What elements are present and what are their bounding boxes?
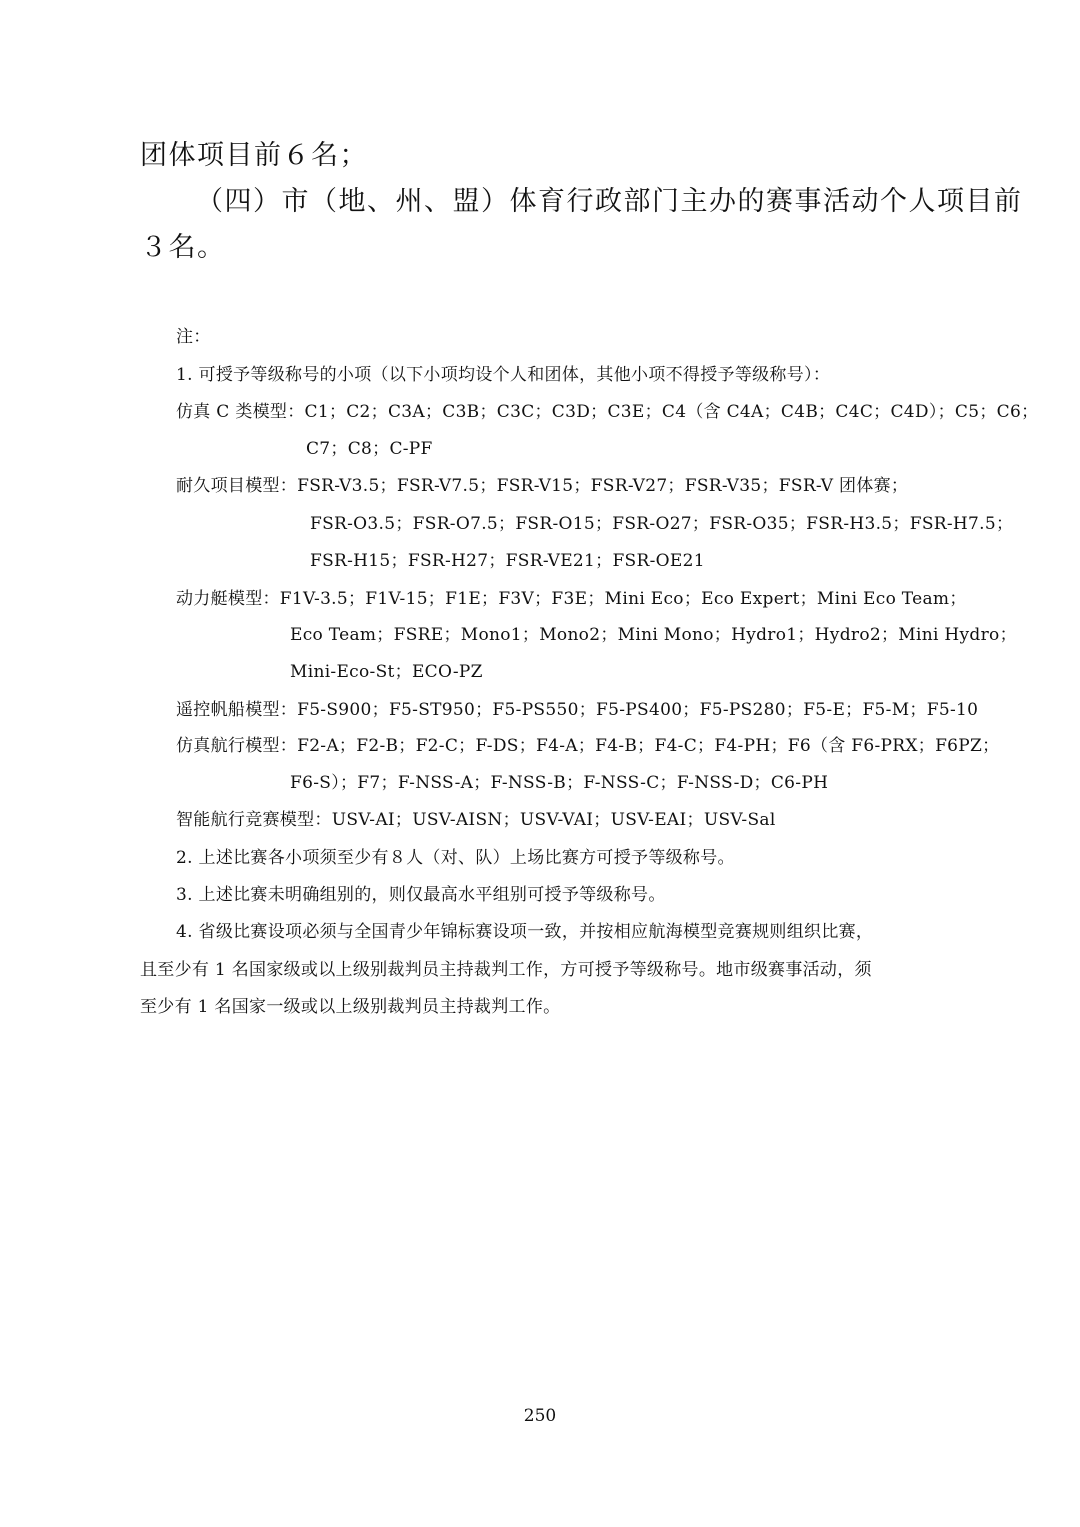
sim-navigation-models-line-1: 仿真航行模型：F2-A；F2-B；F2-C；F-DS；F4-A；F4-B；F4-C；F4-PH；F6（含 F6-PRX；F6PZ； (176, 736, 1000, 756)
note-item-3: 3. 上述比赛未明确组别的，则仅最高水平组别可授予等级称号。 (176, 885, 666, 905)
page-number: 250 (523, 1406, 557, 1426)
note-item-2: 2. 上述比赛各小项须至少有８人（对、队）上场比赛方可授予等级称号。 (176, 848, 735, 868)
power-boat-models-line-2: Eco Team；FSRE；Mono1；Mono2；Mini Mono；Hydro1；Hydro2；Mini Hydro； (290, 625, 1017, 645)
power-boat-models-line-1: 动力艇模型：F1V-3.5；F1V-15；F1E；F3V；F3E；Mini Eco；Eco Expert；Mini Eco Team； (176, 589, 967, 609)
main-text-line-2: （四）市（地、州、盟）体育行政部门主办的赛事活动个人项目前 (196, 186, 1023, 217)
note-item-1: 1. 可授予等级称号的小项（以下小项均设个人和团体，其他小项不得授予等级称号）： (176, 365, 831, 385)
notes-heading: 注： (176, 327, 211, 347)
note-item-4-line-1: 4. 省级比赛设项必须与全国青少年锦标赛设项一致，并按相应航海模型竞赛规则组织比赛， (176, 922, 874, 942)
smart-navigation-models-line-1: 智能航行竞赛模型：USV-AI；USV-AISN；USV-VAI；USV-EAI；USV-Sal (176, 810, 776, 830)
sim-c-models-line-2: C7；C8；C-PF (306, 439, 433, 459)
note-item-4-line-3: 至少有 1 名国家一级或以上级别裁判员主持裁判工作。 (140, 997, 561, 1017)
rc-sailboat-models-line-1: 遥控帆船模型：F5-S900；F5-ST950；F5-PS550；F5-PS400；F5-PS280；F5-E；F5-M；F5-10 (176, 700, 979, 720)
endurance-models-line-2: FSR-O3.5；FSR-O7.5；FSR-O15；FSR-O27；FSR-O35；FSR-H3.5；FSR-H7.5； (310, 514, 1014, 534)
endurance-models-line-3: FSR-H15；FSR-H27；FSR-VE21；FSR-OE21 (310, 551, 705, 571)
main-text-line-3: ３名。 (140, 232, 226, 263)
main-text-line-1: 团体项目前６名； (140, 140, 368, 171)
power-boat-models-line-3: Mini-Eco-St；ECO-PZ (290, 662, 483, 682)
note-item-4-line-2: 且至少有 1 名国家级或以上级别裁判员主持裁判工作，方可授予等级称号。地市级赛事活动，须 (140, 960, 872, 980)
sim-c-models-line-1: 仿真 C 类模型：C1；C2；C3A；C3B；C3C；C3D；C3E；C4（含 C4A；C4B；C4C；C4D）；C5；C6； (176, 402, 1039, 422)
sim-navigation-models-line-2: F6-S）；F7；F-NSS-A；F-NSS-B；F-NSS-C；F-NSS-D；C6-PH (290, 773, 829, 793)
endurance-models-line-1: 耐久项目模型：FSR-V3.5；FSR-V7.5；FSR-V15；FSR-V27；FSR-V35；FSR-V 团体赛； (176, 476, 909, 496)
